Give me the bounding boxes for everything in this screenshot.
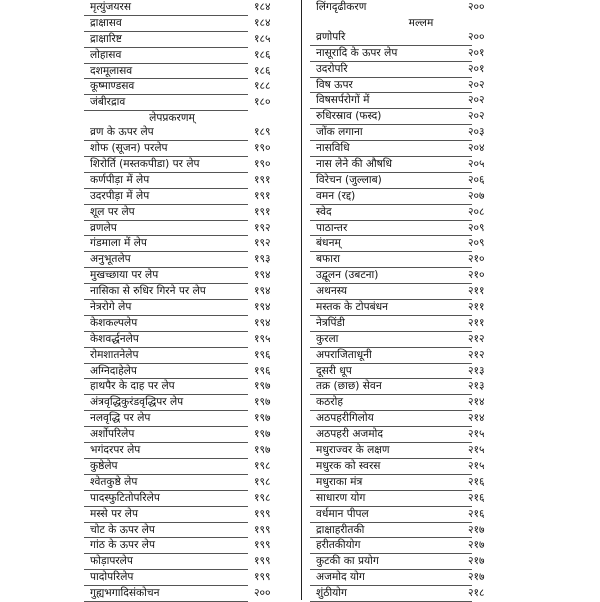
entry-name: कर्णपीड़ा में लेप: [90, 173, 150, 186]
entry-page: २१४: [468, 396, 485, 409]
entry-name: लिंगदृढीकरण: [316, 1, 367, 13]
entry-page: २०३: [468, 126, 485, 139]
entry-name: कठरोह: [316, 396, 343, 409]
entry-page: २१६: [468, 475, 485, 488]
entry-name: रुधिरस्राव (फस्द): [316, 110, 382, 123]
index-entry: [84, 189, 300, 205]
entry-page: २०९: [468, 237, 485, 250]
entry-page: २१३: [468, 380, 485, 393]
entry-name: तक्र (छाछ) सेवन: [316, 380, 382, 393]
entry-page: २१५: [468, 428, 485, 441]
index-entry: [310, 395, 592, 411]
entry-page: २१६: [468, 491, 485, 504]
entry-page: १९९: [254, 507, 271, 520]
entry-page: १९६: [254, 364, 271, 377]
entry-name: नेत्ररोगे लेप: [90, 301, 132, 314]
entry-name: अंत्रवृद्धिकुरंडवृद्धिपर लेप: [90, 396, 184, 409]
entry-page: १९०: [254, 142, 271, 155]
entry-name: मधुराका मंत्र: [316, 475, 363, 488]
entry-page: १९७: [254, 380, 271, 393]
entry-page: २०८: [468, 205, 485, 218]
left-section-heading: लेपप्रकरणम्: [149, 112, 195, 125]
entry-name: केशकल्पलेप: [90, 316, 138, 329]
entry-name: कुरला: [316, 332, 339, 345]
entry-page: २१०: [468, 269, 485, 282]
index-entry: [84, 16, 300, 32]
index-entry: [84, 507, 300, 523]
entry-page: १८६: [254, 64, 271, 77]
entry-name: विषसर्परोगों में: [316, 94, 370, 107]
entry-name: अठपहरी अजमोद: [316, 428, 383, 441]
entry-page: २०५: [468, 158, 485, 171]
index-entry: [84, 459, 300, 475]
entry-name: मधुरक को स्वरस: [316, 459, 381, 472]
index-entry: [310, 205, 592, 221]
entry-page: १९१: [254, 189, 271, 202]
entry-name: स्वेद: [316, 205, 332, 218]
entry-name: कुष्ठेलेप: [90, 459, 118, 472]
entry-page: २०२: [468, 78, 485, 91]
index-entry: [310, 78, 592, 94]
index-entry: [310, 443, 592, 459]
entry-page: २१७: [468, 539, 485, 552]
entry-name: अग्निदाहेलेप: [90, 364, 137, 377]
entry-page: २०२: [468, 110, 485, 123]
entry-page: २१२: [468, 348, 485, 361]
index-entry: [310, 316, 592, 332]
index-entry: [310, 427, 592, 443]
entry-name: अठपहरीगिलोय: [316, 412, 374, 425]
index-entry: [310, 348, 592, 364]
entry-name: दूसरी धूप: [316, 364, 352, 377]
index-entry: [310, 523, 592, 539]
entry-name: शुंठीयोग: [316, 587, 347, 600]
entry-page: १८८: [254, 80, 271, 93]
entry-page: १९४: [254, 316, 271, 329]
entry-name: भगंदरपर लेप: [90, 444, 141, 457]
entry-name: जोंक लगाना: [316, 126, 363, 139]
index-entry: [310, 221, 592, 237]
index-entry: [310, 157, 592, 173]
index-entry: [310, 236, 592, 252]
index-entry: [310, 300, 592, 316]
entry-name: अजमोद योग: [316, 571, 365, 584]
entry-page: १९९: [254, 539, 271, 552]
index-entry: [310, 411, 592, 427]
entry-name: अनुभूतलेप: [90, 253, 131, 266]
entry-name: व्रण के ऊपर लेप: [90, 126, 154, 139]
entry-page: १९२: [254, 237, 271, 250]
entry-page: १८५: [254, 32, 271, 45]
entry-page: २१६: [468, 507, 485, 520]
index-entry: [310, 538, 592, 554]
index-entry: [310, 475, 592, 491]
entry-name: अपराजिताधूनी: [316, 348, 372, 361]
entry-name: चोट के ऊपर लेप: [90, 523, 155, 536]
entry-name: नेत्रपिंडी: [316, 316, 345, 329]
entry-name: केशवर्द्धनलेप: [90, 332, 139, 345]
entry-name: पादस्फुटितोपरिलेप: [90, 491, 160, 504]
entry-page: २००: [254, 587, 271, 600]
right-column: [310, 0, 592, 602]
entry-page: १९७: [254, 412, 271, 425]
index-entry: [84, 332, 300, 348]
entry-name: व्रणोपरि: [316, 30, 346, 43]
entry-name: फोड़ापरलेप: [90, 555, 133, 568]
entry-name: अथनस्य: [316, 285, 348, 298]
entry-page: २१७: [468, 571, 485, 584]
index-entry: [310, 570, 592, 586]
entry-name: जंबीरद्राव: [90, 96, 126, 109]
index-entry: [310, 379, 592, 395]
index-entry: [84, 141, 300, 157]
index-entry: [84, 173, 300, 189]
index-entry: [84, 48, 300, 64]
entry-name: साधारण योग: [316, 491, 366, 504]
entry-page: २०९: [468, 221, 485, 234]
entry-page: २०१: [468, 46, 485, 59]
entry-page: १९७: [254, 444, 271, 457]
entry-page: २१४: [468, 412, 485, 425]
entry-name: उदरपीड़ा में लेप: [90, 189, 150, 202]
index-entry: [84, 221, 300, 237]
index-entry: [84, 554, 300, 570]
entry-name: अर्शोपरिलेप: [90, 428, 135, 441]
index-entry: [84, 427, 300, 443]
index-entry: [84, 268, 300, 284]
entry-name: नासिका से रुधिर गिरने पर लेप: [90, 285, 206, 298]
index-entry: [84, 364, 300, 380]
entry-page: २१८: [468, 587, 485, 600]
index-entry: [84, 475, 300, 491]
entry-page: १८४: [254, 1, 271, 13]
entry-name: द्राक्षारिष्ट: [90, 32, 122, 45]
index-entry: [84, 538, 300, 554]
entry-page: १९८: [254, 491, 271, 504]
entry-page: १८४: [254, 16, 271, 29]
entry-page: २१७: [468, 523, 485, 536]
entry-name: द्राक्षासव: [90, 16, 122, 29]
entry-page: १८६: [254, 48, 271, 61]
entry-page: २०४: [468, 142, 485, 155]
index-entry: [310, 93, 592, 109]
index-entry: [84, 523, 300, 539]
entry-name: नलवृद्धि पर लेप: [90, 412, 151, 425]
index-entry: [310, 507, 592, 523]
left-top-list: [84, 0, 300, 111]
index-entry: [84, 205, 300, 221]
entry-page: १९४: [254, 285, 271, 298]
entry-page: १८९: [254, 126, 271, 139]
index-entry: [84, 125, 300, 141]
index-entry: [84, 157, 300, 173]
entry-page: १९९: [254, 571, 271, 584]
entry-name: हाथपैर के दाह पर लेप: [90, 380, 175, 393]
index-entry: [84, 348, 300, 364]
entry-page: १९१: [254, 173, 271, 186]
row-rule: [84, 110, 248, 111]
entry-page: २१५: [468, 444, 485, 457]
entry-name: नासूरादि के ऊपर लेप: [316, 46, 398, 59]
right-list: [310, 30, 592, 602]
entry-name: कुटकी का प्रयोग: [316, 555, 379, 568]
left-column: [84, 0, 300, 602]
entry-page: १९७: [254, 428, 271, 441]
entry-name: विष ऊपर: [316, 78, 353, 91]
index-entry: [84, 284, 300, 300]
index-entry: [84, 236, 300, 252]
entry-page: १९५: [254, 332, 271, 345]
entry-name: वर्धमान पीपल: [316, 507, 369, 520]
index-entry: [84, 395, 300, 411]
entry-page: १९९: [254, 523, 271, 536]
entry-name: मुखच्छाया पर लेप: [90, 269, 159, 282]
index-entry: [310, 30, 592, 46]
entry-page: २१५: [468, 459, 485, 472]
index-entry: [84, 0, 300, 16]
entry-page: १९४: [254, 301, 271, 314]
entry-name: व्रणलेप: [90, 221, 117, 234]
index-entry: [310, 46, 592, 62]
index-entry: [310, 554, 592, 570]
entry-name: वमन (रद्द): [316, 189, 356, 202]
entry-name: हरीतकीयोग: [316, 539, 361, 552]
index-entry: [84, 64, 300, 80]
entry-page: २०२: [468, 94, 485, 107]
entry-name: मस्से पर लेप: [90, 507, 139, 520]
index-entry: [84, 379, 300, 395]
entry-name: रोमशातनेलेप: [90, 348, 139, 361]
index-entry: [310, 284, 592, 300]
index-entry: [310, 252, 592, 268]
entry-page: १९६: [254, 348, 271, 361]
index-entry: [84, 491, 300, 507]
entry-name: मृत्युंजयरस: [90, 1, 132, 13]
index-entry: [84, 300, 300, 316]
entry-name: नासविधि: [316, 142, 350, 155]
entry-name: बफारा: [316, 253, 341, 266]
index-entry: [310, 364, 592, 380]
entry-page: २०१: [468, 62, 485, 75]
entry-name: गांठ के ऊपर लेप: [90, 539, 155, 552]
entry-name: उद्वूलन (उबटना): [316, 269, 379, 282]
entry-name: मस्तक के टोपबंधन: [316, 301, 389, 314]
index-entry: [310, 332, 592, 348]
entry-page: १९१: [254, 205, 271, 218]
entry-page: २११: [468, 316, 485, 329]
index-entry: [84, 32, 300, 48]
index-entry: [310, 62, 592, 78]
entry-page: २११: [468, 301, 485, 314]
entry-name: पाठान्तर: [316, 221, 348, 234]
index-entry: [310, 173, 592, 189]
index-entry: [84, 252, 300, 268]
entry-name: कूष्माण्डसव: [90, 80, 135, 93]
entry-name: शिरोर्ति (मस्तकपीडा) पर लेप: [90, 158, 200, 171]
entry-name: शोफ (सूजन) परलेप: [90, 142, 168, 155]
entry-name: उदरोपरि: [316, 62, 348, 75]
entry-name: लोहासव: [90, 48, 122, 61]
entry-name: विरेचन (जुल्लाब): [316, 173, 382, 186]
index-entry: [310, 491, 592, 507]
index-entry: [310, 459, 592, 475]
entry-page: २०६: [468, 173, 485, 186]
index-entry: [84, 95, 300, 111]
entry-page: १९९: [254, 555, 271, 568]
index-entry: [310, 125, 592, 141]
index-entry: [310, 141, 592, 157]
entry-page: २००: [468, 1, 485, 13]
entry-name: बंधनम्: [316, 237, 341, 250]
entry-page: २१७: [468, 555, 485, 568]
entry-name: मधुराज्वर के लक्षण: [316, 444, 390, 457]
entry-page: २१०: [468, 253, 485, 266]
right-first-row: [310, 0, 592, 16]
index-entry: [84, 411, 300, 427]
entry-page: १९०: [254, 158, 271, 171]
index-entry: [310, 189, 592, 205]
entry-page: २१२: [468, 332, 485, 345]
entry-name: पादोपरिलेप: [90, 571, 134, 584]
entry-page: १८०: [254, 96, 271, 109]
entry-page: २००: [468, 30, 485, 43]
entry-page: २११: [468, 285, 485, 298]
entry-page: १९७: [254, 396, 271, 409]
entry-name: नास लेने की औषधि: [316, 158, 393, 171]
column-divider: [301, 0, 302, 600]
entry-page: १९३: [254, 253, 271, 266]
entry-name: शूल पर लेप: [90, 205, 135, 218]
entry-page: २०७: [468, 189, 485, 202]
index-entry: [84, 570, 300, 586]
entry-page: २१३: [468, 364, 485, 377]
entry-page: १९८: [254, 475, 271, 488]
entry-name: गंडमाला में लेप: [90, 237, 147, 250]
left-list: [84, 125, 300, 602]
index-entry: [84, 316, 300, 332]
right-section-heading: मल्लम: [408, 16, 434, 29]
entry-page: १९२: [254, 221, 271, 234]
index-entry: [84, 443, 300, 459]
index-entry: [84, 79, 300, 95]
entry-name: दशमूलासव: [90, 64, 133, 77]
entry-page: १९८: [254, 459, 271, 472]
entry-name: श्वेतकुष्ठे लेप: [90, 475, 138, 488]
entry-name: गुह्यभगादिसंकोचन: [90, 587, 160, 600]
index-entry: [310, 268, 592, 284]
entry-name: द्राक्षाहरीतकी: [316, 523, 365, 536]
entry-page: १९४: [254, 269, 271, 282]
index-entry: [310, 109, 592, 125]
